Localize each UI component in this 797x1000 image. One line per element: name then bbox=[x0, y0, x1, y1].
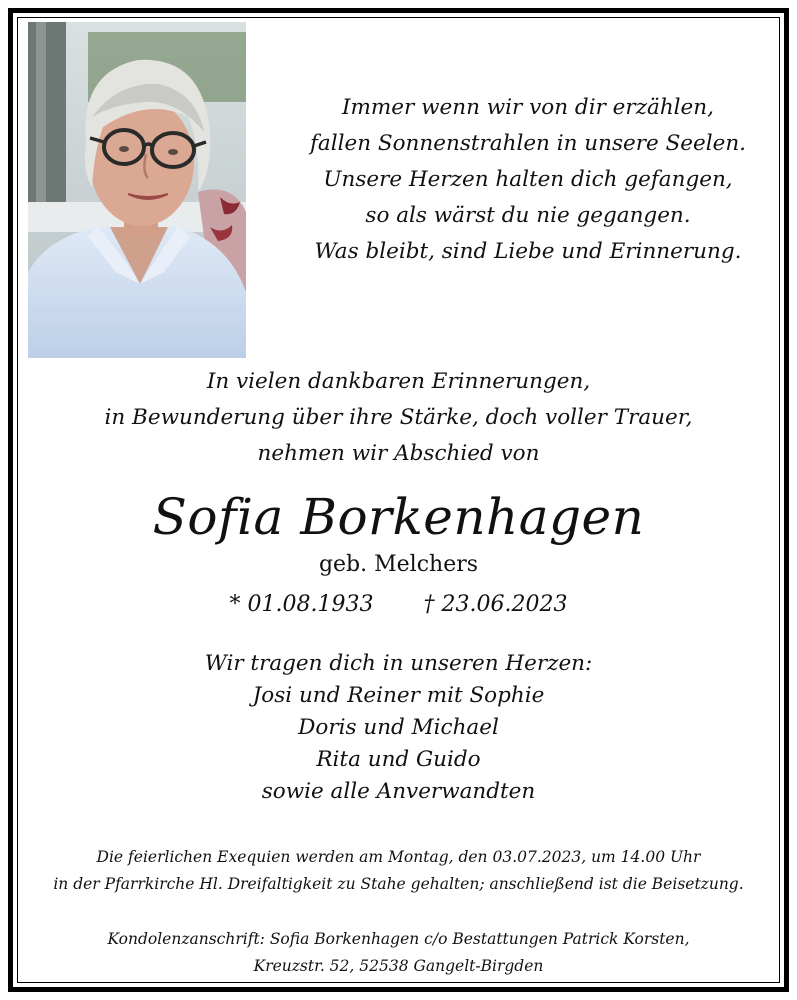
poem-line: fallen Sonnenstrahlen in unsere Seelen. bbox=[309, 131, 747, 156]
deceased-name: Sofia Borkenhagen bbox=[152, 488, 645, 546]
intro-line: nehmen wir Abschied von bbox=[257, 441, 540, 466]
intro-line: in Bewunderung über ihre Stärke, doch voller Trauer, bbox=[104, 405, 693, 430]
mourners-line: Wir tragen dich in unseren Herzen: bbox=[204, 651, 593, 676]
mourners-line: Doris und Michael bbox=[298, 715, 499, 740]
life-dates bbox=[0, 588, 797, 622]
condolence-line: Kondolenzanschrift: Sofia Borkenhagen c/o Bestattungen Patrick Korsten, bbox=[107, 930, 690, 948]
mourners-line: Josi und Reiner mit Sophie bbox=[252, 683, 545, 708]
portrait-illustration bbox=[28, 22, 246, 358]
condolence-address bbox=[0, 926, 797, 980]
poem-line: so als wärst du nie gegangen. bbox=[365, 203, 691, 228]
portrait-photo bbox=[28, 22, 246, 358]
mourners-line: Rita und Guido bbox=[316, 747, 481, 772]
service-line: in der Pfarrkirche Hl. Dreifaltigkeit zu Stahe gehalten; anschließend ist die Beisetzung. bbox=[53, 875, 744, 893]
memorial-poem bbox=[278, 90, 778, 270]
birth-date: * 01.08.1933 bbox=[229, 592, 374, 617]
maiden-name: geb. Melchers bbox=[318, 552, 479, 577]
condolence-line: Kreuzstr. 52, 52538 Gangelt-Birgden bbox=[253, 957, 544, 975]
poem-line: Unsere Herzen halten dich gefangen, bbox=[323, 167, 733, 192]
intro-line: In vielen dankbaren Erinnerungen, bbox=[206, 369, 591, 394]
poem-line: Immer wenn wir von dir erzählen, bbox=[342, 95, 714, 120]
service-line: Die feierlichen Exequien werden am Montag, den 03.07.2023, um 14.00 Uhr bbox=[96, 848, 701, 866]
mourners-line: sowie alle Anverwandten bbox=[261, 779, 536, 804]
death-date: † 23.06.2023 bbox=[423, 592, 568, 617]
funeral-service-info bbox=[0, 844, 797, 898]
poem-line: Was bleibt, sind Liebe und Erinnerung. bbox=[314, 239, 742, 264]
farewell-intro bbox=[0, 364, 797, 472]
mourners-list bbox=[0, 648, 797, 808]
